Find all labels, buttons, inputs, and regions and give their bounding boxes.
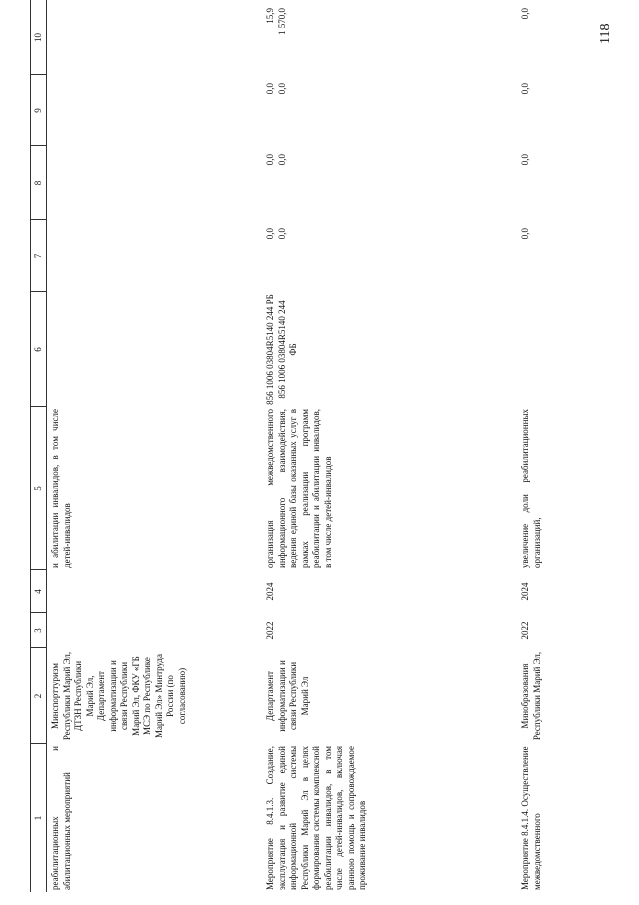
page-number: 118 — [598, 23, 613, 44]
row1-col1: реабилитационных и абилитационных мероприятий — [50, 746, 72, 890]
row2-col2: Департамент информатизации и связи Республики Марий Эл — [265, 660, 310, 732]
row2-col4: 2024 — [265, 582, 275, 601]
row2-col6 — [265, 292, 300, 407]
row2-col10-v1: 15,9 — [265, 8, 275, 24]
row2-col9-v1: 0,0 — [265, 83, 275, 95]
header-divider — [30, 219, 46, 220]
row3-col2: Минобразования Республики Марий Эл, — [520, 651, 542, 741]
row2-col8-v1: 0,0 — [265, 154, 275, 166]
row2-col7 — [265, 220, 288, 292]
table-row — [520, 0, 630, 892]
row2-col6-line2: 856 1006 03804R5140 244 ФБ — [276, 300, 298, 399]
header-col-1: 1 — [33, 815, 43, 821]
header-bottom-border — [46, 0, 47, 892]
row3-col8: 0,0 — [520, 154, 530, 166]
row1-col2: Минспорттуризм Республики Марий Эл, ДТЗН Республики Марий Эл, Департамент информатизации и связи Республики Марий Эл, ФКУ «ГБ МСЭ по Республике Марий Эл» Минтруда России (по согласованию) — [50, 651, 187, 741]
header-col-2: 2 — [33, 693, 43, 699]
row2-col3: 2022 — [265, 621, 275, 640]
header-divider — [30, 612, 46, 613]
header-divider — [30, 74, 46, 75]
header-divider — [30, 291, 46, 292]
header-col-4: 4 — [33, 589, 43, 594]
table-row — [50, 0, 265, 892]
header-col-7: 7 — [33, 253, 43, 259]
header-col-8: 8 — [33, 180, 43, 186]
row2-col7-v2: 0,0 — [276, 228, 287, 240]
row2-col6-line1: 856 1006 03804R5140 244 РБ — [265, 294, 275, 405]
table-top-border — [30, 0, 31, 892]
row1-col5: и абилитации инвалидов, в том числе детей-инвалидов — [50, 409, 72, 568]
header-divider — [30, 406, 46, 407]
table-header-row — [30, 0, 46, 892]
row2-col9-v2: 0,0 — [276, 83, 287, 95]
row2-col9 — [265, 75, 288, 146]
row3-col7: 0,0 — [520, 228, 530, 240]
row2-col8 — [265, 146, 288, 220]
header-divider — [30, 647, 46, 648]
header-col-6: 6 — [33, 347, 43, 352]
row3-col5: увеличение доли реабилитационных организаций, — [520, 409, 542, 568]
row3-col3: 2022 — [520, 621, 530, 640]
row2-col10 — [265, 0, 288, 75]
header-divider — [30, 145, 46, 146]
row2-col8-v2: 0,0 — [276, 154, 287, 166]
row3-col10: 0,0 — [520, 8, 530, 20]
header-col-10: 10 — [33, 33, 43, 42]
rotated-table — [30, 0, 630, 892]
header-divider — [30, 743, 46, 744]
header-col-9: 9 — [33, 108, 43, 113]
row3-col4: 2024 — [520, 582, 530, 601]
row2-col10-v2: 1 570,0 — [276, 8, 287, 35]
header-divider — [30, 569, 46, 570]
row2-col1: Мероприятие 8.4.1.3. Создание, эксплуатация и развитие единой информационной системы Республики Марий Эл в целях формирования системы комплексной реабилитации инвалидов, в том числе детей-инвалидов, включая раннюю помощь и сопровождаемое проживание инвалидов — [265, 746, 367, 890]
header-col-3: 3 — [33, 628, 43, 633]
row3-col1: Мероприятие 8.4.1.4. Осуществление межведомственного — [520, 746, 542, 890]
header-col-5: 5 — [33, 486, 43, 491]
table-row — [265, 0, 510, 892]
row2-col7-v1: 0,0 — [265, 228, 275, 240]
row3-col9: 0,0 — [520, 83, 530, 95]
row2-col5: организация межведомственного информационного взаимодействия, ведения единой базы оказанных услуг в рамках реализации программ реабилитации и абилитации инвалидов, в том числе детей-инвалидов — [265, 409, 333, 568]
